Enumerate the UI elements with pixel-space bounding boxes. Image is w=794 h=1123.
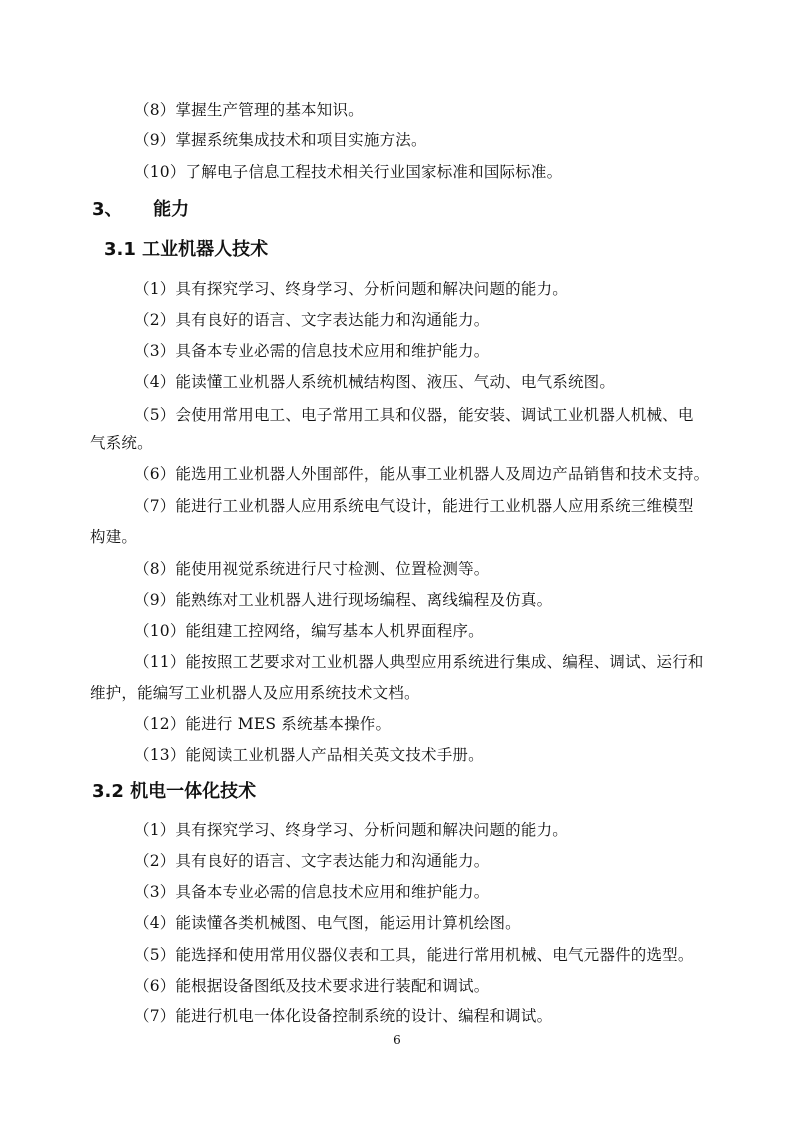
section-title: 能力 <box>153 199 190 220</box>
subsection-heading-mechatronics: 3.2 机电一体化技术 <box>92 781 257 802</box>
robot-item-10: （10）能组建工控网络，编写基本人机界面程序。 <box>134 622 484 640</box>
robot-item-2: （2）具有良好的语言、文字表达能力和沟通能力。 <box>134 311 490 329</box>
robot-item-13: （13）能阅读工业机器人产品相关英文技术手册。 <box>134 746 484 764</box>
mechatronics-item-1: （1）具有探究学习、终身学习、分析问题和解决问题的能力。 <box>134 821 568 839</box>
robot-item-7: （7）能进行工业机器人应用系统电气设计，能进行工业机器人应用系统三维模型 <box>134 497 694 515</box>
section-heading-ability <box>92 198 189 222</box>
robot-item-7-cont: 构建。 <box>90 528 138 546</box>
robot-item-1: （1）具有探究学习、终身学习、分析问题和解决问题的能力。 <box>134 280 568 298</box>
mechatronics-item-6: （6）能根据设备图纸及技术要求进行装配和调试。 <box>134 977 490 995</box>
robot-item-5-cont: 气系统。 <box>90 434 153 452</box>
robot-item-4: （4）能读懂工业机器人系统机械结构图、液压、气动、电气系统图。 <box>134 373 616 391</box>
page-number: 6 <box>393 1033 401 1047</box>
mechatronics-item-3: （3）具备本专业必需的信息技术应用和维护能力。 <box>134 883 490 901</box>
robot-item-6: （6）能选用工业机器人外围部件，能从事工业机器人及周边产品销售和技术支持。 <box>134 465 710 483</box>
robot-item-8: （8）能使用视觉系统进行尺寸检测、位置检测等。 <box>134 560 490 578</box>
mechatronics-item-7: （7）能进行机电一体化设备控制系统的设计、编程和调试。 <box>134 1007 553 1025</box>
robot-item-5: （5）会使用常用电工、电子常用工具和仪器，能安装、调试工业机器人机械、电 <box>134 406 694 424</box>
robot-item-3: （3）具备本专业必需的信息技术应用和维护能力。 <box>134 342 490 360</box>
knowledge-item-9: （9）掌握系统集成技术和项目实施方法。 <box>134 131 427 149</box>
knowledge-item-8: （8）掌握生产管理的基本知识。 <box>134 101 364 119</box>
robot-item-11: （11）能按照工艺要求对工业机器人典型应用系统进行集成、编程、调试、运行和 <box>134 653 704 671</box>
mechatronics-item-5: （5）能选择和使用常用仪器仪表和工具，能进行常用机械、电气元器件的选型。 <box>134 946 694 964</box>
mechatronics-item-2: （2）具有良好的语言、文字表达能力和沟通能力。 <box>134 852 490 870</box>
subsection-heading-robot: 3.1 工业机器人技术 <box>104 239 269 260</box>
knowledge-item-10: （10）了解电子信息工程技术相关行业国家标准和国际标准。 <box>134 163 563 181</box>
section-number: 3、 <box>92 199 123 220</box>
mechatronics-item-4: （4）能读懂各类机械图、电气图，能运用计算机绘图。 <box>134 914 521 932</box>
robot-item-12: （12）能进行 MES 系统基本操作。 <box>134 715 392 733</box>
robot-item-11-cont: 维护，能编写工业机器人及应用系统技术文档。 <box>90 684 420 702</box>
robot-item-9: （9）能熟练对工业机器人进行现场编程、离线编程及仿真。 <box>134 591 553 609</box>
